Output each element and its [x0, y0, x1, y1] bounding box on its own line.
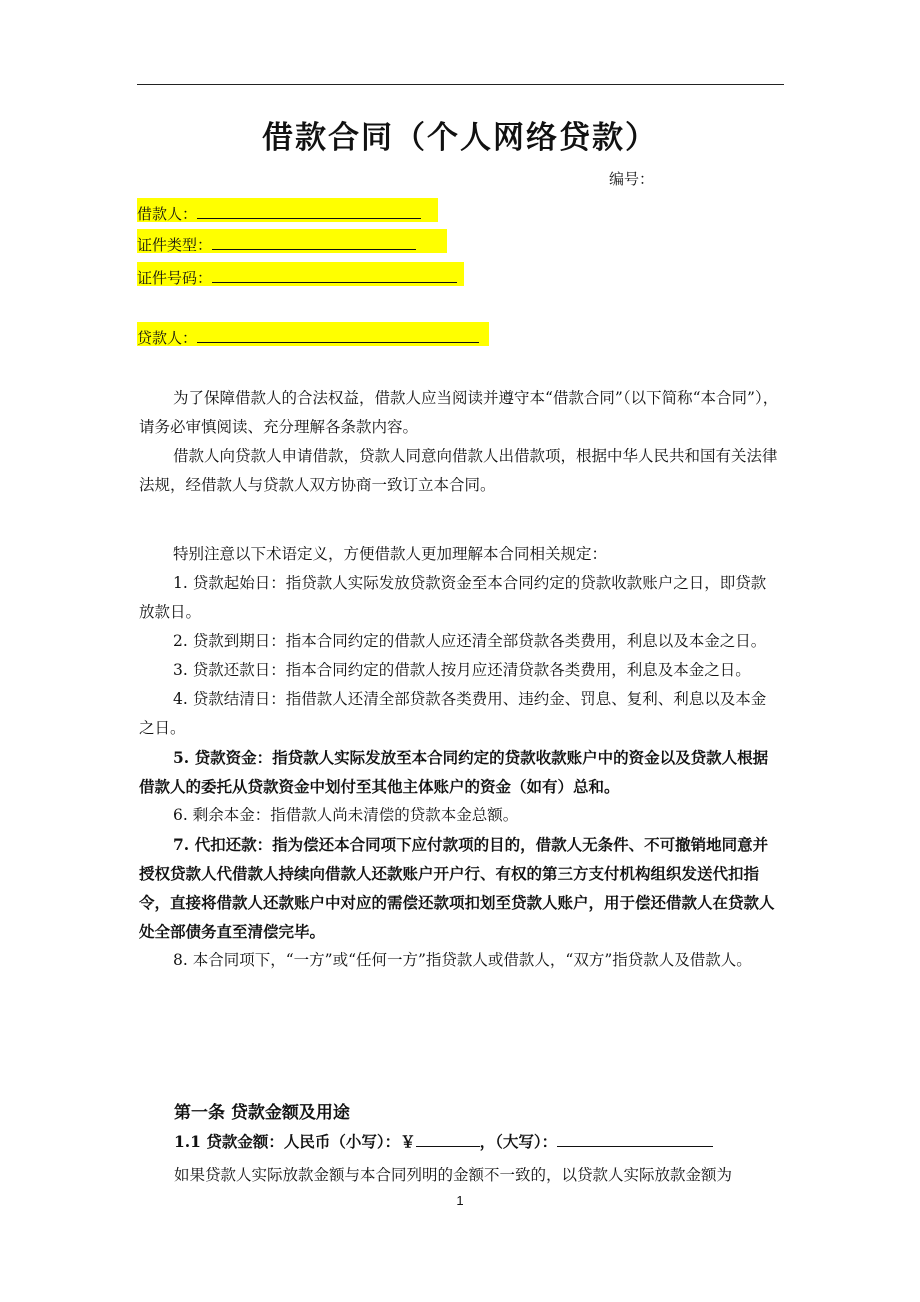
lender-blank[interactable] [197, 326, 479, 343]
header-rule [137, 84, 784, 85]
definition-item: 4. 贷款结清日：指借款人还清全部贷款各类费用、违约金、罚息、复利、利息以及本金之日。 [139, 690, 767, 737]
id-number-blank[interactable] [212, 266, 457, 283]
amount-upper-blank[interactable] [557, 1132, 713, 1147]
lender-field[interactable] [137, 322, 489, 346]
amount-lower-blank[interactable] [416, 1132, 480, 1147]
borrower-field[interactable] [137, 198, 438, 222]
serial-number-label: 编号： [609, 170, 655, 188]
definition-item: 7. 代扣还款：指为偿还本合同项下应付款项的目的，借款人无条件、不可撤销地同意并授权贷款人代借款人持续向借款人还款账户开户行、有权的第三方支付机构组织发送代扣指令，直接将借款人还款账户中对应的需偿还款项扣划至贷款人账户，用于偿还借款人在贷款人处全部债务直至清偿完毕。 [139, 835, 775, 941]
definition-item: 3. 贷款还款日：指本合同约定的借款人按月应还清贷款各类费用，利息及本金之日。 [173, 661, 751, 679]
id-number-label: 证件号码： [137, 269, 213, 287]
lender-label: 贷款人： [137, 329, 198, 347]
id-type-blank[interactable] [212, 233, 416, 250]
definition-item: 5. 贷款资金：指贷款人实际发放至本合同约定的贷款收款账户中的资金以及贷款人根据借款人的委托从贷款资金中划付至其他主体账户的资金（如有）总和。 [139, 748, 769, 796]
intro-paragraph: 借款人向贷款人申请借款，贷款人同意向借款人出借款项，根据中华人民共和国有关法律法规，经借款人与贷款人双方协商一致订立本合同。 [139, 447, 778, 494]
id-number-field[interactable] [137, 262, 464, 286]
intro-section [139, 384, 780, 500]
definitions-section [139, 540, 780, 975]
document-title: 借款合同（个人网络贷款） [262, 120, 658, 156]
amount-prefix: 1.1 贷款金额：人民币（小写）：￥ [174, 1132, 416, 1151]
loan-amount-line [174, 1130, 713, 1152]
borrower-blank[interactable] [197, 202, 421, 219]
definition-item: 1. 贷款起始日：指贷款人实际发放贷款资金至本合同约定的贷款收款账户之日，即贷款放款日。 [139, 574, 767, 621]
definition-item: 2. 贷款到期日：指本合同约定的借款人应还清全部贷款各类费用，利息以及本金之日。 [173, 632, 767, 650]
definition-item: 8. 本合同项下，“一方”或“任何一方”指贷款人或借款人，“双方”指贷款人及借款人。 [173, 951, 752, 969]
id-type-field[interactable] [137, 229, 447, 253]
article-1-heading: 第一条 贷款金额及用途 [174, 1103, 350, 1123]
amount-mid: ，（大写）： [479, 1132, 558, 1151]
intro-paragraph: 为了保障借款人的合法权益，借款人应当阅读并遵守本“借款合同”（以下简称“本合同”），请务必审慎阅读、充分理解各条款内容。 [139, 389, 779, 436]
definitions-lead: 特别注意以下术语定义，方便借款人更加理解本合同相关规定： [173, 545, 608, 563]
article-1-text: 如果贷款人实际放款金额与本合同列明的金额不一致的，以贷款人实际放款金额为 [174, 1166, 733, 1184]
borrower-label: 借款人： [137, 205, 198, 223]
page-number: 1 [456, 1193, 464, 1208]
id-type-label: 证件类型： [137, 236, 213, 254]
definition-item: 6. 剩余本金：指借款人尚未清偿的贷款本金总额。 [173, 806, 519, 824]
